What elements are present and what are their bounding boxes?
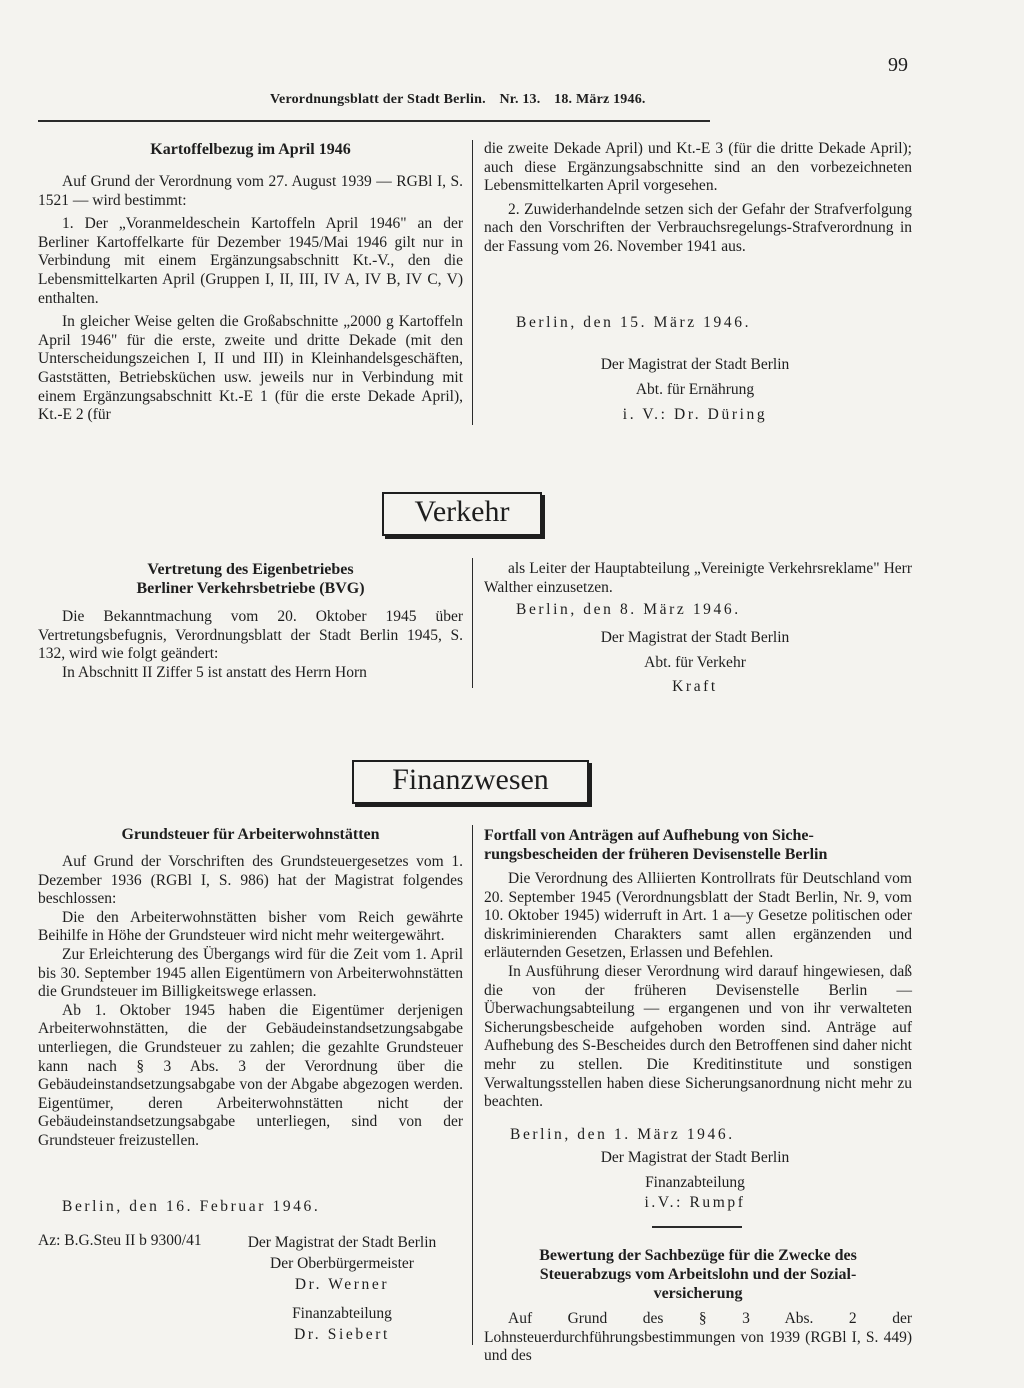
verkehr-left-column [38,560,463,682]
kartoffel-intro: Auf Grund der Verordnung vom 27. August 1939 — RGBl I, S. 1521 — wird bestimmt: [38,173,463,209]
section-heading-verkehr: Verkehr [382,492,542,536]
column-divider [472,140,473,425]
issue-number: Nr. 13. [499,92,541,107]
column-divider [472,825,473,1345]
verkehr-right-column [484,560,912,597]
kartoffel-sig-department: Abt. für Ernährung [635,381,755,398]
fortfall-sig-department: Finanzabteilung [645,1174,745,1191]
bewertung-title-line-2: Steuerabzugs vom Arbeitslohn und der Sozial- [539,1266,857,1283]
kartoffel-paragraph-1: 1. Der „Voranmeldeschein Kartoffeln April 1946" an der Berliner Kartoffelkarte für Dezember 1945/Mai 1946 gilt nur in Verbindung mit einem Ergänzungsabschnitt Kt.-V., den die Lebensmittelkarten April (Gruppen I, II, III, IV A, IV B, IV C, V) enthalten. [38,215,463,307]
fortfall-column [484,826,912,1112]
grundsteuer-sig-name: Dr. Siebert [294,1326,390,1343]
running-title: Verordnungsblatt der Stadt Berlin. [270,92,486,107]
grundsteuer-sig-mayor-title: Der Oberbürgermeister [270,1255,414,1272]
grundsteuer-column [38,825,463,1151]
verkehr-sig-department: Abt. für Verkehr [644,653,746,671]
verkehr-sig-magistrat: Der Magistrat der Stadt Berlin [600,629,790,646]
fortfall-sig-name: i.V.: Rumpf [644,1194,746,1211]
grundsteuer-paragraph-1: Auf Grund der Vorschriften des Grundsteuergesetzes vom 1. Dezember 1936 (RGBl I, S. 986) hat der Magistrat folgendes beschlossen: [38,853,463,908]
column-divider [472,558,473,688]
bewertung-title-line-3: versicherung [653,1285,743,1302]
fortfall-paragraph-1: Die Verordnung des Alliierten Kontrollrats für Deutschland vom 20. September 1945 (Verordnungsblatt der Stadt Berlin, Nr. 9, vom 10. Oktober 1945) widerruft in Art. 1 a—y Gesetze politischen oder diskriminierenden Charakters samt allen ergänzenden und erläuternden Gesetzen, Erlassen und Befehlen. [484,870,912,962]
verkehr-paragraph-2-continued: als Leiter der Hauptabteilung „Vereinigte Verkehrsreklame" Herr Walther einzusetzen. [484,560,912,596]
grundsteuer-place-date: Berlin, den 16. Februar 1946. [62,1198,321,1215]
fortfall-signature [560,1148,830,1213]
fortfall-paragraph-2: In Ausführung dieser Verordnung wird darauf hingewiesen, daß die von der früheren Devisenstelle Berlin — Überwachungsabteilung — ergangenen und von ihr verwalteten Sicherungsbescheide aufgehoben worden sind. Anträge auf Aufhebung des S-Bescheides durch den Betroffenen sind daher nicht mehr zu stellen. Die Kreditinstitute und sonstigen Verwaltungsstellen haben diese Sicherungsanordnung nicht mehr zu beachten. [484,962,912,1111]
fortfall-sig-magistrat: Der Magistrat der Stadt Berlin [600,1149,790,1166]
header-rule [38,120,710,122]
grundsteuer-sig-mayor-name: Dr. Werner [294,1276,390,1293]
kartoffel-title: Kartoffelbezug im April 1946 [150,141,351,158]
kartoffel-sig-name: i. V.: Dr. Düring [622,406,768,423]
kartoffel-place-date: Berlin, den 15. März 1946. [516,314,752,331]
fortfall-title-line-2: rungsbescheiden der früheren Devisenstelle Berlin [484,846,828,863]
bewertung-column [484,1246,912,1366]
grundsteuer-paragraph-3: Zur Erleichterung des Übergangs wird für die Zeit vom 1. April bis 30. September 1945 allen Eigentümern von Arbeiterwohnstätten die Grundsteuer im Billigkeitswege erlassen. [38,945,463,1001]
kartoffel-paragraph-2-continued: die zweite Dekade April) und Kt.-E 3 (für die dritte Dekade April); auch diese Ergänzungsabschnitte sind an den vorbezeichneten Lebensmittelkarten April vorgesehen. [484,140,912,195]
kartoffel-sig-magistrat: Der Magistrat der Stadt Berlin [600,356,790,373]
grundsteuer-sig-magistrat: Der Magistrat der Stadt Berlin [247,1234,437,1251]
grundsteuer-paragraph-2: Die den Arbeiterwohnstätten bisher vom Reich gewährte Beihilfe in Höhe der Grundsteuer wird nicht mehr weitergewährt. [38,908,463,945]
running-header [270,92,646,108]
kartoffel-right-column [484,140,912,257]
kartoffel-paragraph-3: 2. Zuwiderhandelnde setzen sich der Gefahr der Strafverfolgung nach den Vorschriften der Verbrauchsregelungs-Strafverordnung in der Fassung vom 26. November 1941 aus. [484,200,912,255]
kartoffel-paragraph-2: In gleicher Weise gelten die Großabschnitte „2000 g Kartoffeln April 1946" für die erste, zweite und dritte Dekade (mit den Unterscheidungszeichen I, II und III) in Kleinhandelsgeschäften, Gaststätten, Betriebsküchen usw. jeweils nur in Verbindung mit einem Ergänzungsabschnitt Kt.-E 1 (für die erste Dekade April), Kt.-E 2 (für [38,313,463,424]
kartoffel-left-column [38,140,463,425]
verkehr-place-date: Berlin, den 8. März 1946. [516,601,741,618]
grundsteuer-sig-department: Finanzabteilung [292,1305,392,1322]
section-heading-finanzwesen: Finanzwesen [352,760,589,804]
verkehr-title-line-2: Berliner Verkehrsbetriebe (BVG) [136,580,365,597]
issue-date: 18. März 1946. [554,92,646,107]
grundsteuer-title: Grundsteuer für Arbeiterwohnstätten [121,826,380,843]
bewertung-title-line-1: Bewertung der Sachbezüge für die Zwecke des [539,1247,857,1264]
verkehr-paragraph-1: Die Bekanntmachung vom 20. Oktober 1945 über Vertretungsbefugnis, Verordnungsblatt der Stadt Berlin 1945, S. 132, wird wie folgt geändert: [38,608,463,663]
grundsteuer-paragraph-4: Ab 1. Oktober 1945 haben die Eigentümer derjenigen Arbeiterwohnstätten, die der Gebäudeinstandsetzungsabgabe unterliegen, die Grundsteuer zu zahlen; die gezahlte Grundsteuer kann nach § 3 Abs. 3 der Verordnung über die Gebäudeinstandsetzungsabgabe von der Abgabe abgezogen werden. Eigentümer, deren Arbeiterwohnstätten nicht der Gebäudeinstandsetzungsabgabe unterliegen, sind von der Grundsteuer freizustellen. [38,1001,463,1149]
verkehr-paragraph-2: In Abschnitt II Ziffer 5 ist anstatt des Herrn Horn [62,663,367,681]
verkehr-signature [560,626,830,700]
verkehr-title-line-1: Vertretung des Eigenbetriebes [147,561,354,578]
page-number: 99 [888,54,908,76]
kartoffel-signature [560,352,830,427]
article-separator [652,1226,742,1228]
bewertung-paragraph-1: Auf Grund des § 3 Abs. 2 der Lohnsteuerdurchführungsbestimmungen von 1939 (RGBl I, S. 449) und des [484,1310,912,1365]
fortfall-title-line-1: Fortfall von Anträgen auf Aufhebung von Siche- [484,827,814,844]
grundsteuer-signature [222,1232,462,1345]
verkehr-sig-name: Kraft [672,678,718,695]
grundsteuer-reference: Az: B.G.Steu II b 9300/41 [38,1232,202,1249]
fortfall-place-date: Berlin, den 1. März 1946. [510,1126,735,1143]
